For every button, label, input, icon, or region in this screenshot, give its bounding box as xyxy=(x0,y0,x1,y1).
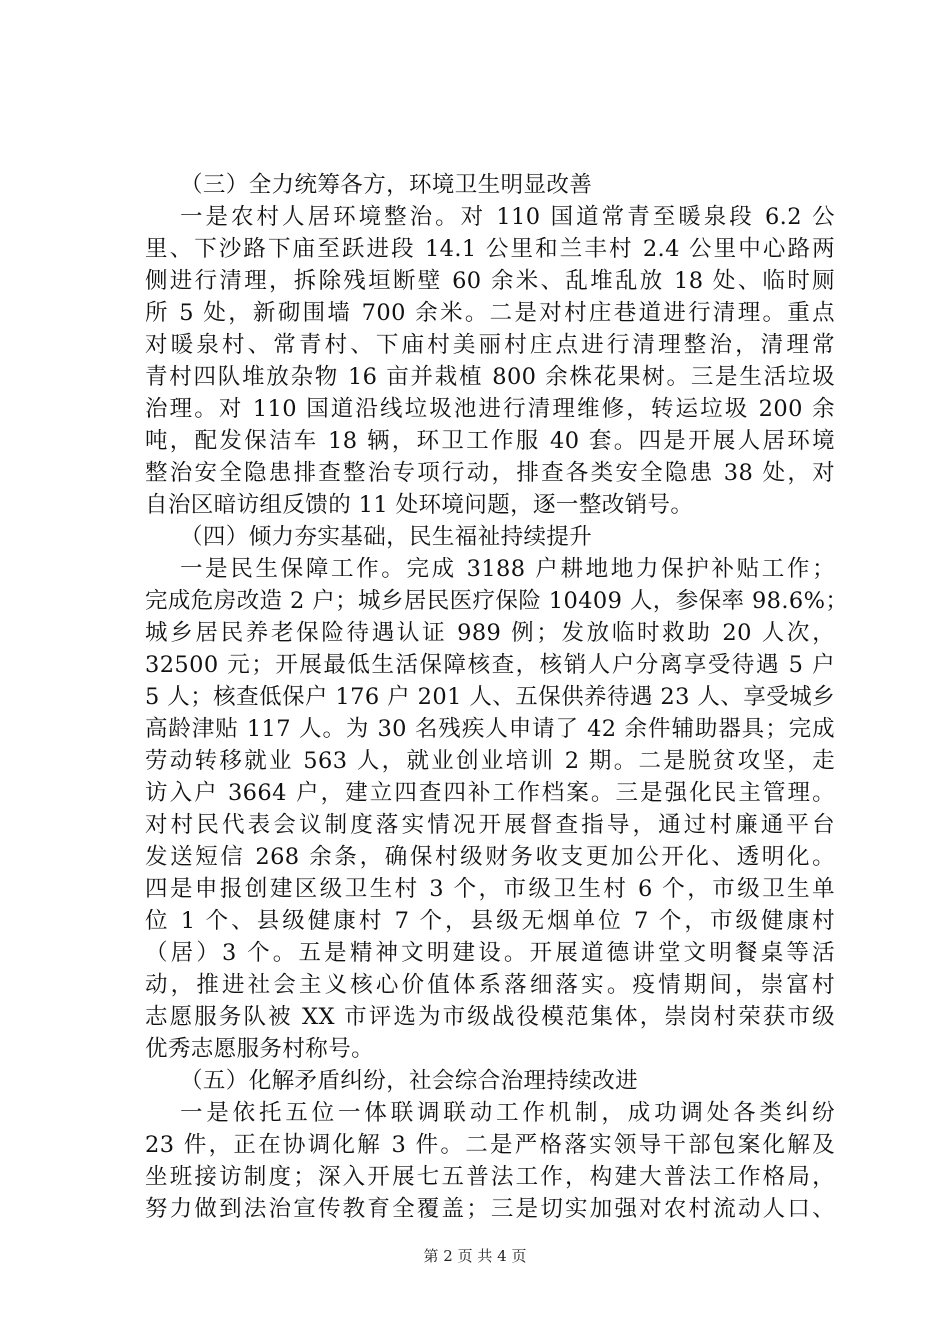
paragraph-line: 完成危房改造 2 户；城乡居民医疗保险 10409 人，参保率 98.6%； xyxy=(145,588,849,614)
paragraph-line: 青村四队堆放杂物 16 亩并栽植 800 余株花果树。三是生活垃圾 xyxy=(145,364,835,390)
paragraph-line: 志愿服务队被 XX 市评选为市级战役模范集体，崇岗村荣获市级 xyxy=(145,1004,835,1030)
paragraph-line: 访入户 3664 户，建立四查四补工作档案。三是强化民主管理。 xyxy=(145,780,835,806)
section-heading-3: （三）全力统筹各方，环境卫生明显改善 xyxy=(180,172,593,198)
paragraph-line: 劳动转移就业 563 人，就业创业培训 2 期。二是脱贫攻坚，走 xyxy=(145,748,835,774)
paragraph-line: 吨，配发保洁车 18 辆，环卫工作服 40 套。四是开展人居环境 xyxy=(145,428,835,454)
paragraph-line: 发送短信 268 余条，确保村级财务收支更加公开化、透明化。 xyxy=(145,844,835,870)
paragraph-line: （居）3 个。五是精神文明建设。开展道德讲堂文明餐桌等活 xyxy=(145,940,835,966)
paragraph-line: 32500 元；开展最低生活保障核查，核销人户分离享受待遇 5 户 xyxy=(145,652,835,678)
page-footer: 第 2 页 共 4 页 xyxy=(423,1247,527,1265)
paragraph-line: 位 1 个、县级健康村 7 个，县级无烟单位 7 个，市级健康村 xyxy=(145,908,835,934)
paragraph-line: 对暖泉村、常青村、下庙村美丽村庄点进行清理整治，清理常 xyxy=(145,332,835,358)
paragraph-line: 优秀志愿服务村称号。 xyxy=(145,1036,375,1062)
paragraph-line: 侧进行清理，拆除残垣断壁 60 余米、乱堆乱放 18 处、临时厕 xyxy=(145,268,835,294)
paragraph-line: 对村民代表会议制度落实情况开展督查指导，通过村廉通平台 xyxy=(145,812,835,838)
paragraph-line: 努力做到法治宣传教育全覆盖；三是切实加强对农村流动人口、 xyxy=(145,1196,835,1222)
paragraph-line: 动，推进社会主义核心价值体系落细落实。疫情期间，崇富村 xyxy=(145,972,835,998)
paragraph-line: 一是农村人居环境整治。对 110 国道常青至暖泉段 6.2 公 xyxy=(180,204,835,230)
paragraph-line: 整治安全隐患排查整治专项行动，排查各类安全隐患 38 处，对 xyxy=(145,460,835,486)
paragraph-line: 城乡居民养老保险待遇认证 989 例；发放临时救助 20 人次， xyxy=(145,620,835,646)
section-heading-4: （四）倾力夯实基础，民生福祉持续提升 xyxy=(180,524,593,550)
paragraph-line: 一是依托五位一体联调联动工作机制，成功调处各类纠纷 xyxy=(180,1100,835,1126)
paragraph-line: 高龄津贴 117 人。为 30 名残疾人申请了 42 余件辅助器具；完成 xyxy=(145,716,835,742)
paragraph-line: 坐班接访制度；深入开展七五普法工作，构建大普法工作格局， xyxy=(145,1164,835,1190)
paragraph-line: 里、下沙路下庙至跃进段 14.1 公里和兰丰村 2.4 公里中心路两 xyxy=(145,236,835,262)
section-heading-5: （五）化解矛盾纠纷，社会综合治理持续改进 xyxy=(180,1068,639,1094)
paragraph-line: 所 5 处，新砌围墙 700 余米。二是对村庄巷道进行清理。重点 xyxy=(145,300,835,326)
paragraph-line: 治理。对 110 国道沿线垃圾池进行清理维修，转运垃圾 200 余 xyxy=(145,396,835,422)
paragraph-line: 5 人；核查低保户 176 户 201 人、五保供养待遇 23 人、享受城乡 xyxy=(145,684,835,710)
paragraph-line: 23 件，正在协调化解 3 件。二是严格落实领导干部包案化解及 xyxy=(145,1132,835,1158)
paragraph-line: 一是民生保障工作。完成 3188 户耕地地力保护补贴工作； xyxy=(180,556,835,582)
paragraph-line: 四是申报创建区级卫生村 3 个，市级卫生村 6 个，市级卫生单 xyxy=(145,876,835,902)
paragraph-line: 自治区暗访组反馈的 11 处环境问题，逐一整改销号。 xyxy=(145,492,694,518)
